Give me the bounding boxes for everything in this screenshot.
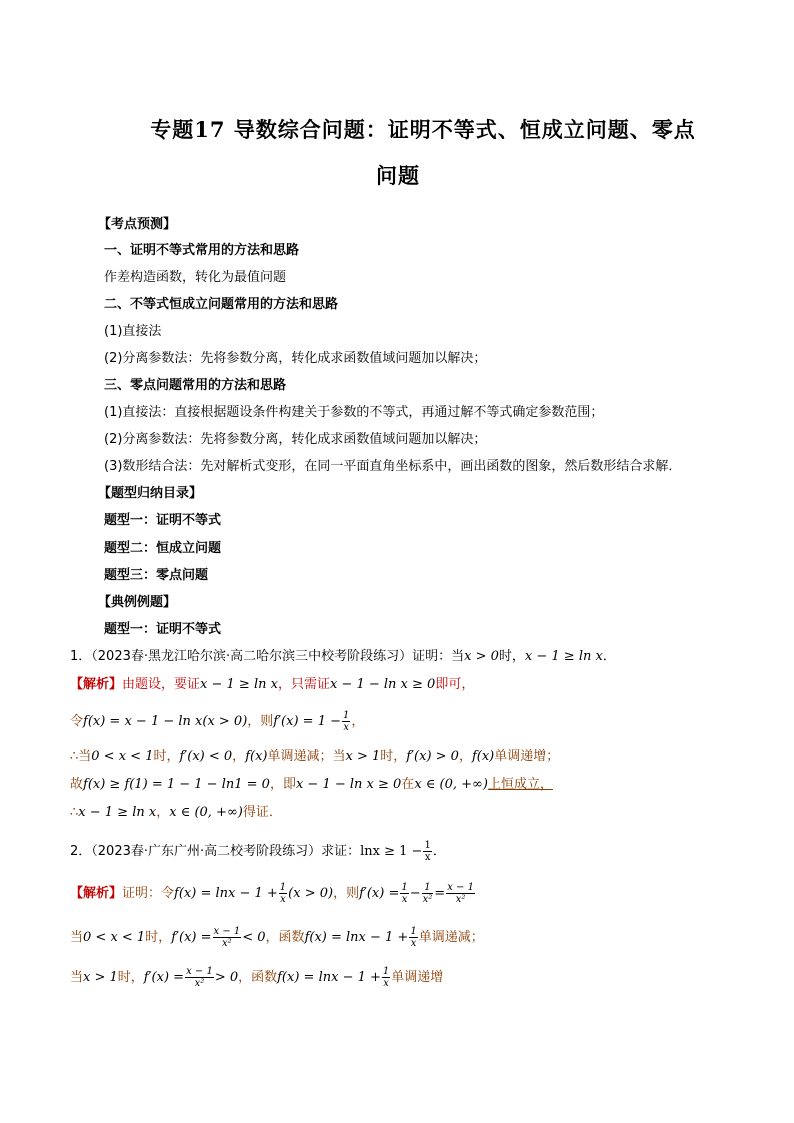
math: x ∈ (0, +∞): [414, 777, 488, 792]
text: ，只需证: [277, 677, 330, 692]
denominator: x²: [422, 894, 433, 905]
section1-text: 作差构造函数，转化为最值问题: [104, 270, 287, 285]
numerator: 1: [410, 926, 417, 937]
numerator: x − 1: [186, 966, 213, 977]
predict-header: 【考点预测】: [98, 217, 177, 232]
math: x − 1 − ln x ≥ 0: [329, 677, 436, 692]
problem1-solution-line3: [70, 748, 559, 766]
catalog-item: 题型三：零点问题: [104, 568, 209, 583]
fraction: [422, 882, 434, 905]
math: f′(x) =: [143, 970, 185, 985]
math: f(x) = lnx − 1 +: [174, 886, 278, 901]
problem1-solution-line4: [70, 776, 553, 794]
section3-item2: (2)分离参数法：先将参数分离，转化成求函数值域问题加以解决；: [104, 432, 487, 447]
problem2-solution-line3: [70, 966, 443, 989]
document-title-line1: 专题17 导数综合问题：证明不等式、恒成立问题、零点: [150, 117, 696, 142]
text: ，函数: [265, 930, 305, 945]
denominator: x²: [222, 938, 232, 949]
fraction: [409, 926, 417, 949]
examples-header: 【典例例题】: [98, 595, 177, 610]
text: 时，: [380, 749, 407, 764]
math: 0 < x < 1: [83, 930, 146, 945]
text: 证明：令: [122, 886, 175, 901]
fraction: [185, 966, 214, 989]
problem1-source: 1．（2023春·黑龙江哈尔滨·高二哈尔滨三中校考阶段练习）证明：当: [70, 649, 465, 664]
numerator: 1: [343, 710, 350, 721]
text: 在: [401, 777, 415, 792]
text: 单调递增: [391, 970, 444, 985]
numerator: x − 1: [447, 882, 474, 893]
numerator: 1: [424, 840, 431, 851]
math: =: [434, 886, 446, 901]
text: 当: [70, 930, 84, 945]
math: f(x) = lnx − 1 +: [277, 970, 381, 985]
math: x − 1 − ln x ≥ 0: [295, 777, 402, 792]
fraction: [382, 966, 390, 989]
text: ，: [232, 749, 246, 764]
problem2-solution-line2: [70, 926, 484, 949]
type1-heading: 题型一：证明不等式: [104, 622, 222, 637]
catalog-item: 题型一：证明不等式: [104, 513, 222, 528]
math: x > 1: [83, 970, 118, 985]
problem1-mid: 时，: [498, 649, 525, 664]
text: 得证．: [242, 805, 282, 820]
fraction: [213, 926, 242, 949]
text: ，即: [269, 777, 296, 792]
fraction: [423, 840, 431, 863]
text: ∴: [70, 805, 79, 820]
text: ，: [156, 805, 170, 820]
section2-item2: (2)分离参数法：先将参数分离，转化成求函数值域问题加以解决；: [104, 351, 487, 366]
problem1-solution-line5: [70, 804, 282, 822]
math: x ∈ (0, +∞): [169, 805, 243, 820]
document-title-line2: 问题: [376, 163, 420, 188]
math: x − 1 ≥ ln x: [200, 677, 278, 692]
problem2-claim: lnx ≥ 1 −: [360, 844, 423, 859]
math: > 0: [214, 970, 239, 985]
denominator: x: [343, 722, 349, 733]
text: 时，: [145, 930, 172, 945]
math: f′(x) < 0: [179, 749, 233, 764]
numerator: 1: [401, 882, 408, 893]
solution-tag: 【解析】: [70, 677, 123, 692]
section1-heading: 一、证明不等式常用的方法和思路: [104, 243, 300, 258]
denominator: x²: [455, 894, 466, 905]
math: x > 1: [345, 749, 381, 764]
math: x − 1 ≥ ln x: [78, 805, 157, 820]
fraction: [400, 882, 408, 905]
catalog-item: 题型二：恒成立问题: [104, 541, 222, 556]
problem1-solution-line1: [70, 676, 474, 694]
math: f′(x) =: [171, 930, 212, 945]
math: (x > 0): [288, 886, 334, 901]
text: ，函数: [238, 970, 278, 985]
problem2-solution-line1: [70, 882, 476, 905]
denominator: x²: [194, 978, 205, 989]
fraction: [342, 710, 350, 733]
math: f(x) ≥ f(1) = 1 − 1 − ln1 = 0: [83, 777, 270, 792]
text: ，: [458, 749, 472, 764]
problem2-statement: [70, 840, 446, 863]
text: ．: [432, 844, 446, 859]
math: < 0: [242, 930, 266, 945]
catalog-header: 【题型归纳目录】: [98, 486, 203, 501]
text: 当: [70, 970, 84, 985]
math: 0 < x < 1: [91, 749, 154, 764]
text: 即可，: [435, 677, 475, 692]
problem2-source: 2．（2023春·广东广州·高二校考阶段练习）求证：: [70, 844, 361, 859]
math: f(x) = x − 1 − ln x(x > 0): [83, 714, 248, 729]
numerator: 1: [382, 966, 390, 977]
math: f′(x) > 0: [406, 749, 459, 764]
denominator: x: [280, 894, 286, 905]
math: −: [409, 886, 421, 901]
numerator: 1: [422, 882, 434, 894]
problem1-claim: x − 1 ≥ ln x: [524, 649, 603, 664]
problem1-statement: [70, 648, 616, 666]
text: 单调递减；当: [267, 749, 346, 764]
text: 单调递增；: [494, 749, 560, 764]
text: ，则: [247, 714, 274, 729]
text: 令: [70, 714, 84, 729]
section3-item1: (1)直接法：直接根据题设条件构建关于参数的不等式，再通过解不等式确定参数范围；: [104, 405, 604, 420]
text: ，则: [333, 886, 360, 901]
denominator: x: [401, 894, 408, 905]
numerator: x − 1: [213, 926, 241, 937]
denominator: x: [410, 938, 417, 949]
math: f(x) = lnx − 1 +: [304, 930, 409, 945]
text: 单调递减；: [418, 930, 484, 945]
text: 上恒成立，: [487, 777, 553, 792]
math: f′(x) =: [359, 886, 400, 901]
text: 时，: [153, 749, 180, 764]
text: 时，: [117, 970, 144, 985]
text: ∴当: [70, 749, 92, 764]
fraction: [446, 882, 475, 905]
section2-item1: (1)直接法: [104, 324, 162, 339]
math: f′(x) = 1 −: [273, 714, 341, 729]
problem1-solution-line2: [70, 710, 364, 733]
math: f(x): [471, 749, 495, 764]
math: f(x): [245, 749, 268, 764]
text: 由题设，要证: [122, 677, 201, 692]
denominator: x: [383, 978, 389, 989]
section3-item3: (3)数形结合法：先对解析式变形，在同一平面直角坐标系中，画出函数的图象，然后数形结合求解．: [104, 459, 682, 474]
fraction: [279, 882, 287, 905]
problem1-condition: x > 0: [464, 649, 499, 664]
numerator: 1: [279, 882, 287, 893]
text: 故: [70, 777, 84, 792]
section2-heading: 二、不等式恒成立问题常用的方法和思路: [104, 297, 339, 312]
problem1-end: ．: [602, 649, 616, 664]
solution-tag: 【解析】: [70, 886, 123, 901]
section3-heading: 三、零点问题常用的方法和思路: [104, 378, 287, 393]
text: ，: [351, 714, 365, 729]
denominator: x: [424, 852, 431, 863]
